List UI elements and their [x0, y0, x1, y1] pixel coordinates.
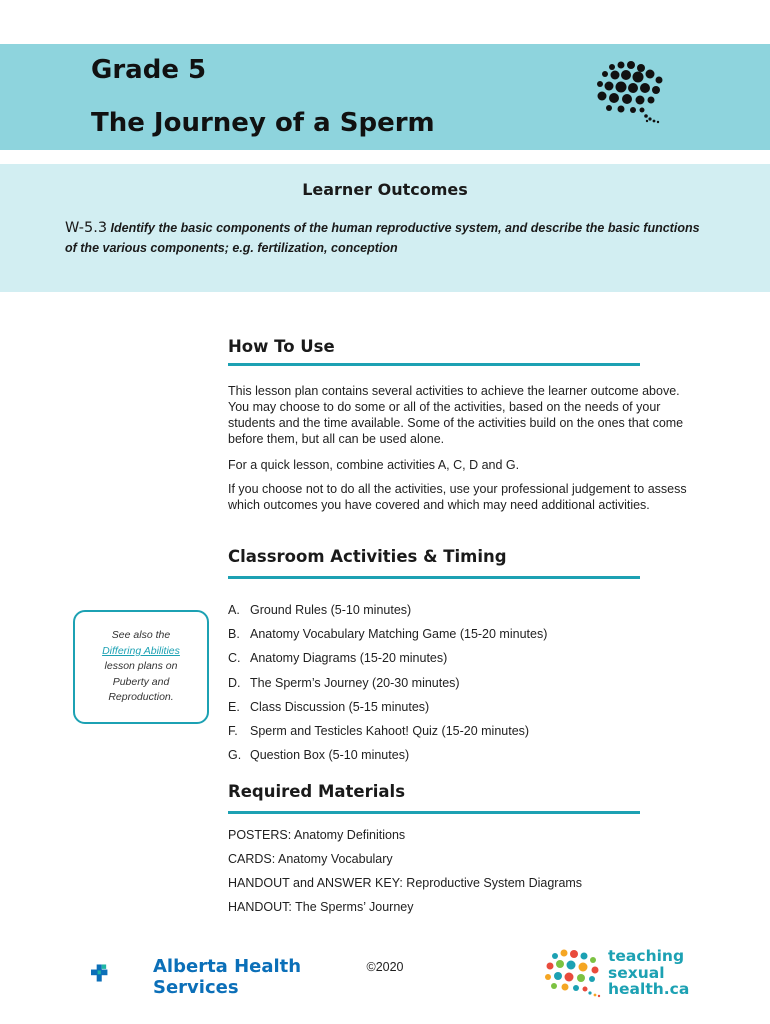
- callout-line: lesson plans on: [104, 660, 178, 673]
- activity-text: Anatomy Diagrams (15-20 minutes): [250, 651, 448, 666]
- ahs-name-line2: Services: [153, 977, 239, 998]
- activity-item: [228, 650, 648, 674]
- activity-letter: B.: [228, 627, 240, 642]
- activity-item: [228, 699, 648, 723]
- callout-line: Puberty and: [112, 675, 170, 688]
- activities-heading: Classroom Activities & Timing: [228, 547, 507, 566]
- activity-text: Class Discussion (5-15 minutes): [250, 699, 430, 714]
- materials-list: [228, 827, 688, 923]
- activity-item: [228, 675, 648, 699]
- material-item: POSTERS: Anatomy Definitions: [228, 828, 406, 842]
- ahs-cross-icon: [91, 944, 151, 1002]
- how-to-use-heading: How To Use: [228, 337, 335, 356]
- activity-letter: D.: [228, 675, 241, 690]
- activity-text: The Sperm’s Journey (20-30 minutes): [250, 675, 460, 690]
- how-to-use-paragraph-1: This lesson plan contains several activities to achieve the learner outcome above. You may choose to do some or all of the activities, based on the needs of your students and the time available. Some of the activities build on the ones that come before them, but all can be used alone.: [228, 384, 684, 446]
- how-to-use-paragraph-2: For a quick lesson, combine activities A, C, D and G.: [228, 458, 520, 472]
- callout-line: Reproduction.: [108, 691, 174, 704]
- activity-letter: G.: [228, 748, 242, 763]
- outcome-code: W-5.3: [65, 220, 108, 236]
- lesson-title: The Journey of a Sperm: [91, 108, 435, 138]
- copyright: ©2020: [366, 960, 404, 974]
- activity-list: [228, 602, 648, 771]
- material-item: CARDS: Anatomy Vocabulary: [228, 852, 393, 866]
- activity-text: Sperm and Testicles Kahoot! Quiz (15-20 minutes): [250, 723, 530, 738]
- activity-item: [228, 747, 648, 771]
- material-item: HANDOUT: The Sperms’ Journey: [228, 900, 414, 914]
- tsh-name-line2: sexual: [608, 963, 665, 982]
- materials-divider: [228, 811, 640, 814]
- outcomes-heading: Learner Outcomes: [302, 180, 468, 199]
- colorful-dots-icon: [543, 948, 605, 998]
- callout-line: See also the: [111, 629, 171, 642]
- tsh-logo-text: [608, 948, 689, 998]
- material-item: HANDOUT and ANSWER KEY: Reproductive System Diagrams: [228, 876, 583, 890]
- outcome-statement: [65, 218, 705, 258]
- activity-text: Anatomy Vocabulary Matching Game (15-20 minutes): [250, 627, 548, 642]
- activity-letter: A.: [228, 603, 240, 617]
- activity-text: Ground Rules (5-10 minutes): [250, 603, 412, 617]
- materials-heading: Required Materials: [228, 782, 406, 801]
- speech-bubble-dots-icon: [590, 58, 670, 126]
- tsh-name-line1: teaching: [608, 947, 685, 965]
- how-to-use-paragraph-3: If you choose not to do all the activities, use your professional judgement to assess which outcomes you have covered and which may need additional activities.: [228, 482, 687, 512]
- differing-abilities-link[interactable]: Differing Abilities: [102, 644, 180, 657]
- ahs-logo-text: [153, 956, 301, 998]
- outcome-description: Identify the basic components of the human reproductive system, and describe the basic functions of the various components; e.g. fertilization, conception: [65, 221, 700, 255]
- how-to-use-divider: [228, 363, 640, 366]
- activity-item: [228, 602, 648, 626]
- activity-item: [228, 626, 648, 650]
- see-also-callout: [73, 610, 209, 724]
- activity-letter: E.: [228, 699, 240, 714]
- ahs-name-line1: Alberta Health: [153, 956, 302, 977]
- grade-label: Grade 5: [91, 55, 207, 85]
- activities-divider: [228, 576, 640, 579]
- activity-item: [228, 723, 648, 747]
- tsh-name-line3: health.ca: [608, 980, 690, 998]
- activity-text: Question Box (5-10 minutes): [250, 748, 410, 763]
- activity-letter: F.: [228, 723, 238, 738]
- activity-letter: C.: [228, 651, 241, 666]
